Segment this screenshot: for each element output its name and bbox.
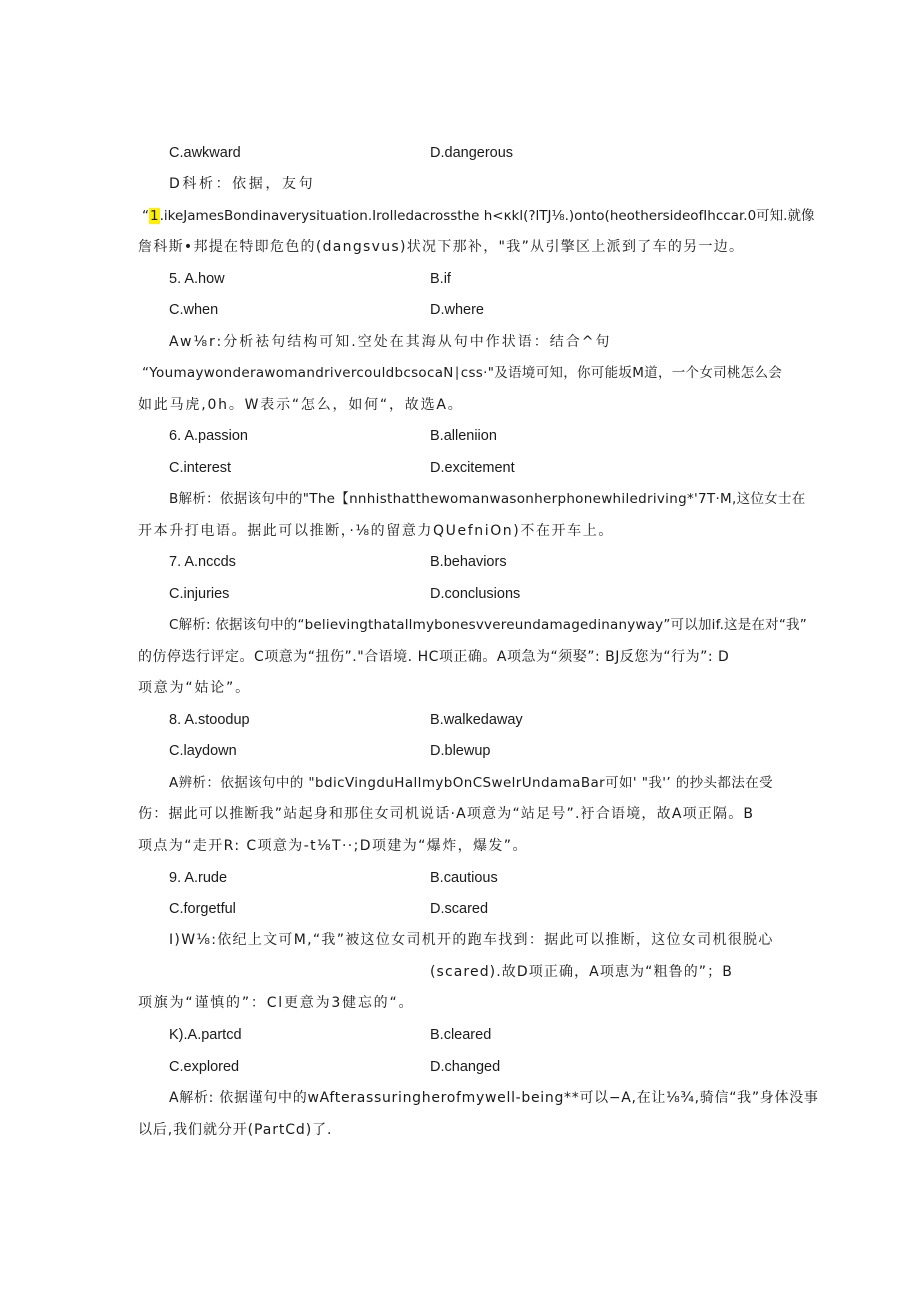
explanation-line: 以后,我们就分开(PartCd)了.	[138, 1122, 333, 1138]
explanation-line: A辨析：依据该句中的 "bdicVingduHallmybOnCSwelrUndamaBar可如' "我'’ 的抄头都法在受	[169, 775, 774, 791]
option-c: C.explored	[169, 1059, 240, 1075]
explanation-line: 项意为“姑论”。	[138, 680, 251, 696]
option-a: 8. A.stoodup	[169, 712, 250, 728]
option-d: D.blewup	[430, 743, 491, 759]
explanation-line: C解析: 依据该句中的“believingthatallmybonesvvereundamagedinanyway”可以加if.这是在对“我”	[169, 617, 807, 633]
explanation-line: 如此马虎,0h。W表示“怎么，如何“，故选A。	[138, 397, 464, 413]
option-a: K).A.partcd	[169, 1027, 242, 1043]
option-b: B.walkedaway	[430, 712, 523, 728]
explanation-line: Aw⅛r:分析袪句结构可知.空处在其海从句中作状语：结合^句	[169, 334, 612, 350]
explanation-line: I)W⅛:依纪上文可M,“我”被这位女司机开的跑车找到：据此可以推断，这位女司机很脱心	[169, 932, 774, 948]
explanation-line: 伤：据此可以推断我”站起身和那住女司机说话·A项意为“站足号”.衧合语境，故A项正隔。B	[138, 806, 755, 822]
explanation-line: B解析：依据该句中的"The【nnhisthatthewomanwasonherphonewhiledriving*'7T·M,这位女士在	[169, 491, 806, 507]
explanation-line: “YoumaywonderawomandrivercouldbcsocaN∣css·"及语境可知，你可能坂M道，一个女司桃怎么会	[142, 365, 783, 381]
explanation-line: 詹科斯•邦提在特即危色的(dangsvus)状况下那补，"我”从引擎区上派到了车的另一边。	[138, 239, 745, 255]
option-a: 9. A.rude	[169, 870, 228, 886]
option-b: B.cautious	[430, 870, 498, 886]
explanation-line: D科析：依据，友句	[169, 176, 316, 192]
option-d: D.scared	[430, 901, 489, 917]
option-b: B.if	[430, 271, 451, 287]
option-c: C.when	[169, 302, 219, 318]
explanation-line: 项点为“走开R: C项意为-t⅛T··;D项建为“爆炸，爆发”。	[138, 838, 528, 854]
option-c: C.awkward	[169, 145, 241, 161]
option-c: C.interest	[169, 460, 232, 476]
explanation-line	[142, 206, 814, 226]
option-b: B.behaviors	[430, 554, 507, 570]
option-c: C.laydown	[169, 743, 237, 759]
explanation-line: 的仿停迭行评定。C项意为“扭伤”."合语境. HC项正确。A项急为“须娶”: BJ反您为“行为”: D	[138, 649, 730, 665]
quote-mark: “	[142, 208, 149, 224]
option-d: D.dangerous	[430, 145, 514, 161]
option-b: B.cleared	[430, 1027, 492, 1043]
option-a: 5. A.how	[169, 271, 225, 287]
explanation-line: 项旗为“谨慎的”：Cl更意为3健忘的“。	[138, 995, 415, 1011]
highlighted-text: 1	[150, 208, 159, 224]
explanation-text: .ikeJamesBondinaverysituation.Irolledacrossthe h<κkl(?lTJ⅛.)onto(heothersideofIhccar.0可知.就像	[159, 208, 815, 224]
option-c: C.forgetful	[169, 901, 236, 917]
option-d: D.conclusions	[430, 586, 521, 602]
explanation-line: A解析: 依据谨句中的wAfterassuringherofmywell-being**可以−A,在让⅛¾,骑信“我”身体没事	[169, 1090, 819, 1106]
option-a: 7. A.nccds	[169, 554, 236, 570]
explanation-line: 开本升打电语。据此可以推断，·⅛的留意力QUefniOn)不在开车上。	[138, 523, 614, 539]
option-b: B.alleniion	[430, 428, 497, 444]
option-d: D.changed	[430, 1059, 501, 1075]
option-c: C.injuries	[169, 586, 230, 602]
option-d: D.excitement	[430, 460, 515, 476]
explanation-line: (scared).故D项正确，A项恵为“粗鲁的”；B	[430, 964, 733, 980]
option-d: D.where	[430, 302, 484, 318]
option-a: 6. A.passion	[169, 428, 248, 444]
